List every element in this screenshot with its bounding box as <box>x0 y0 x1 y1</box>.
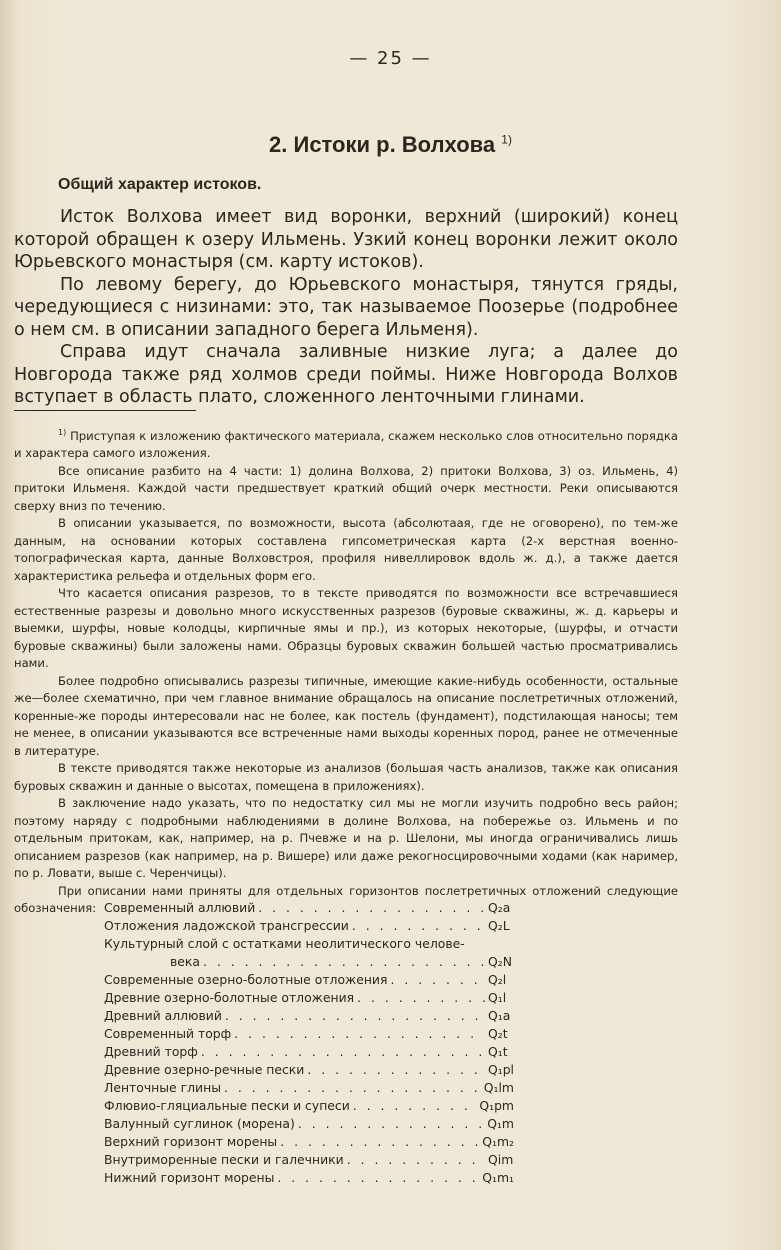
legend-row <box>104 1043 514 1061</box>
legend-code: Q₂l <box>488 972 507 987</box>
legend-code: Q₁l <box>488 990 507 1005</box>
footnote-paragraph: Все описание разбито на 4 части: 1) долина Волхова, 2) притоки Волхова, 3) оз. Ильмень, 4) притоки Ильменя. Каждой части предшествует краткий общий очерк местности. Реки описываются сверху вниз по течению. <box>14 463 678 513</box>
legend-row <box>104 1007 514 1025</box>
legend-code: Q₁pm <box>479 1098 514 1113</box>
footnote-divider <box>14 410 196 411</box>
leader-dots <box>224 1079 481 1097</box>
leader-dots <box>234 1025 485 1043</box>
footnote-paragraph: Более подробно описывались разрезы типичные, имеющие какие-нибудь особенности, остальные же—более схематично, при чем главное внимание обращалось на описание послетретичных отложений, коренные-же породы интересовали нас не более, как постель (фундамент), подстилающая наносы; тем не менее, в описании указываются все встреченные нами выходы коренных пород, ранее не отмеченные в литературе. <box>14 673 678 758</box>
leader-dots <box>357 989 485 1007</box>
legend-label: Культурный слой с остатками неолитического челове- <box>104 936 465 951</box>
body-text <box>14 206 678 409</box>
leader-dots <box>201 1043 485 1061</box>
leader-dots <box>280 1133 479 1151</box>
legend-row <box>104 1169 514 1187</box>
legend-label: Отложения ладожской трансгрессии <box>104 918 349 933</box>
legend-code: Q₂t <box>488 1026 508 1041</box>
legend-row <box>104 989 514 1007</box>
footnote-text: Приступая к изложению фактического материала, скажем несколько слов относительно порядка и характера самого изложения. <box>14 428 678 461</box>
paragraph: По левому берегу, до Юрьевского монастыря, тянутся гряды, чередующиеся с низинами: это, так называемое Поозерье (подробнее о нем см. в описании западного берега Ильменя). <box>14 274 678 340</box>
leader-dots <box>203 953 485 971</box>
legend-row <box>104 1151 514 1169</box>
title-footnote-mark: 1) <box>501 132 512 147</box>
leader-dots <box>258 899 485 917</box>
legend-code: Q₂a <box>488 900 511 915</box>
section-title <box>0 132 781 158</box>
legend-label: Современные озерно-болотные отложения <box>104 972 388 987</box>
legend-code: Q₁m <box>487 1116 514 1131</box>
footnote-paragraph: При описании нами приняты для отдельных горизонтов послетретичных отложений следующие обозначения: <box>14 883 678 916</box>
legend-row <box>104 917 514 935</box>
leader-dots <box>353 1097 477 1115</box>
legend-row <box>104 1133 514 1151</box>
legend-label: Современный торф <box>104 1026 232 1041</box>
footnote-paragraph: В заключение надо указать, что по недостатку сил мы не могли изучить подробно весь район; поэтому наряду с подробными наблюдениями в долине Волхова, на побережье оз. Ильмень и по отдельным притокам, как, например, на р. Пчевже и на р. Шелони, мы иногда ограничивались лишь описанием разрезов (как например, на р. Вишере) или даже рекогносцировочными ходами (как наример, по р. Ловати, выше с. Черенчицы). <box>14 796 678 881</box>
legend-code: Q₁t <box>488 1044 508 1059</box>
legend-label: Древний торф <box>104 1044 198 1059</box>
leader-dots <box>390 971 485 989</box>
legend-row <box>104 1025 514 1043</box>
legend-label: Валунный суглинок (морена) <box>104 1116 295 1131</box>
paragraph: Исток Волхова имеет вид воронки, верхний (широкий) конец которой обращен к озеру Ильмень. Узкий конец воронки лежит около Юрьевского монастыря (см. карту истоков). <box>14 207 678 272</box>
legend-code: Q₁pl <box>487 1062 514 1077</box>
leader-dots <box>307 1061 485 1079</box>
legend-label: Древние озерно-речные пески <box>104 1062 305 1077</box>
legend-row <box>104 953 514 971</box>
leader-dots <box>225 1007 485 1025</box>
legend-row <box>104 935 514 953</box>
legend-code: Q₁a <box>488 1008 511 1023</box>
legend-code: Q₂L <box>488 918 510 933</box>
footnote-mark: 1) <box>58 428 67 437</box>
legend-row <box>104 1061 514 1079</box>
legend-row <box>104 971 514 989</box>
footnote <box>14 424 678 918</box>
page-number: — 25 — <box>349 48 432 69</box>
legend-label: Нижний горизонт морены <box>104 1170 275 1185</box>
paragraph: Справа идут сначала заливные низкие луга; а далее до Новгорода также ряд холмов среди поймы. Ниже Новгорода Волхов вступает в область плато, сложенного ленточными глинами. <box>14 342 678 407</box>
legend-label: Флювио-гляциальные пески и супеси <box>104 1098 350 1113</box>
legend-label-continued: века <box>170 954 201 969</box>
legend-code: Q₁m₂ <box>482 1134 514 1149</box>
legend-code: Q₂N <box>488 954 512 969</box>
legend-label: Древний аллювий <box>104 1008 222 1023</box>
legend-label: Ленточные глины <box>104 1080 221 1095</box>
footnote-paragraph <box>14 424 678 463</box>
legend-row <box>104 899 514 917</box>
legend-code: Q₁lm <box>483 1080 514 1095</box>
legend-label: Верхний горизонт морены <box>104 1134 278 1149</box>
footnote-paragraph: В описании указывается, по возможности, высота (абсолютаая, где не оговорено), по тем-же данным, на основании которых составлена гипсометрическая карта (2-х верстная военно-топографическая карта, данные Волховстроя, профиля нивеллировок вдоль ж. д.), а также дается характеристика рельефа и отдельных форм его. <box>14 516 678 583</box>
legend-label: Современный аллювий <box>104 900 256 915</box>
notation-legend <box>104 899 514 1187</box>
leader-dots <box>352 917 485 935</box>
legend-code: Qim <box>488 1152 514 1167</box>
legend-code: Q₁m₁ <box>482 1170 514 1185</box>
leader-dots <box>347 1151 485 1169</box>
legend-row <box>104 1079 514 1097</box>
footnote-paragraph: В тексте приводятся также некоторые из анализов (большая часть анализов, также как описания буровых скважин и данные о высотах, помещена в приложениях). <box>14 761 678 793</box>
leader-dots <box>277 1169 479 1187</box>
footnote-paragraph: Что касается описания разрезов, то в тексте приводятся по возможности все встречавшиеся естественные разрезы и довольно много искусственных разрезов (буровые скважины, ж. д. карьеры и выемки, шурфы, новые колодцы, кирпичные ямы и пр.), из которых некоторые, (шурфы, и отчасти буровые скважины) были заложены нами. Образцы буровых скважин большей частью просматривались нами. <box>14 586 678 671</box>
subsection-heading: Общий характер истоков. <box>58 176 262 193</box>
section-title-text: 2. Истоки р. Волхова <box>269 132 496 157</box>
legend-label: Древние озерно-болотные отложения <box>104 990 355 1005</box>
legend-row <box>104 1097 514 1115</box>
legend-label: Внутриморенные пески и галечники <box>104 1152 344 1167</box>
legend-row <box>104 1115 514 1133</box>
leader-dots <box>298 1115 484 1133</box>
